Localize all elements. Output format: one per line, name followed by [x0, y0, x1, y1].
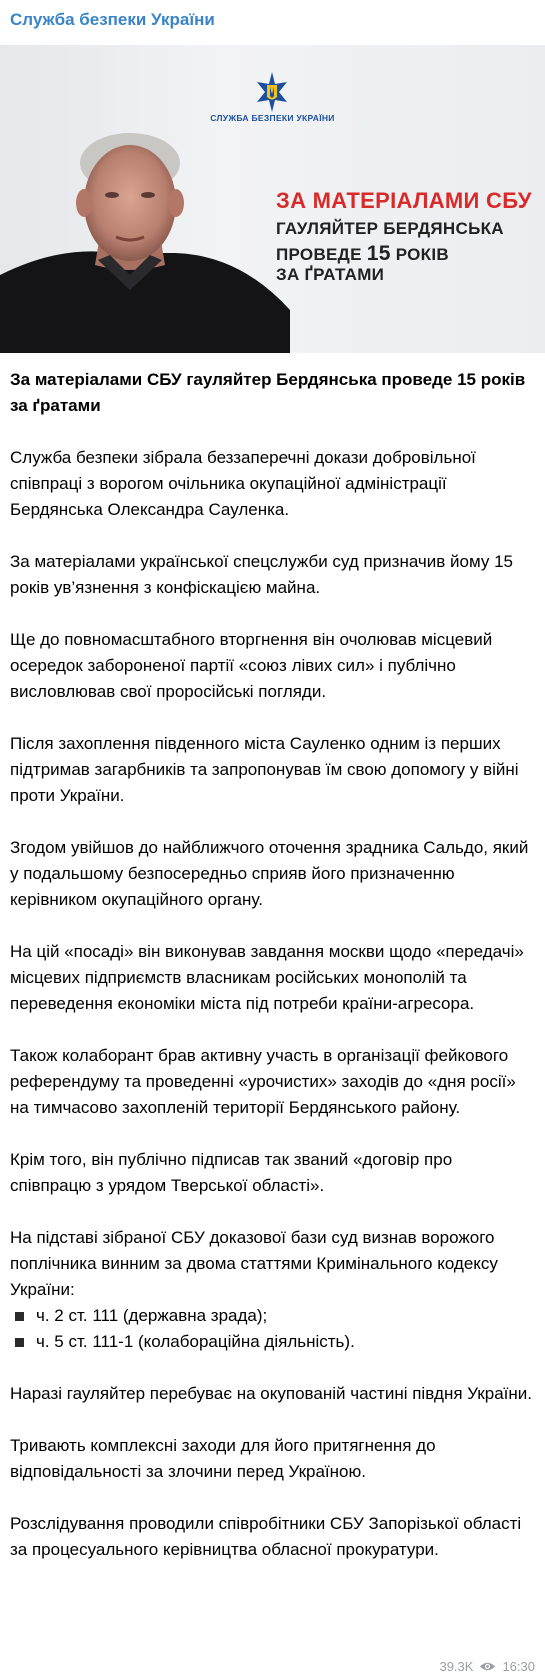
- bullet-square-icon: [15, 1312, 24, 1321]
- banner-headline-line3-pre: ПРОВЕДЕ: [276, 245, 367, 264]
- banner-headline-red: ЗА МАТЕРІАЛАМИ СБУ: [276, 188, 532, 213]
- message-time: 16:30: [502, 1659, 535, 1672]
- post-title: За матеріалами СБУ гауляйтер Бердянська проведе 15 років за ґратами: [10, 370, 526, 415]
- banner-headline-line3-post: РОКІВ: [390, 245, 449, 264]
- bullet-square-icon: [15, 1338, 24, 1347]
- paragraph: Після захоплення південного міста Сауленко одним із перших підтримав загарбників та запропонував їм свою допомогу у війні проти України.: [10, 734, 519, 805]
- paragraph: На цій «посаді» він виконував завдання москви щодо «передачі» місцевих підприємств власникам російських монополій та переведення економіки міста під потреби країни-агресора.: [10, 942, 524, 1013]
- banner-headline-line2: ГАУЛЯЙТЕР БЕРДЯНСЬКА: [276, 219, 504, 238]
- charges-list: [10, 1303, 537, 1355]
- emblem-label: СЛУЖБА БЕЗПЕКИ УКРАЇНИ: [210, 113, 335, 123]
- paragraph: Також колаборант брав активну участь в організації фейкового референдуму та проведенні «урочистих» заходів до «дня росії» на тимчасово захопленій території Бердянського району.: [10, 1046, 516, 1117]
- view-count: 39.3K: [439, 1659, 474, 1672]
- post-text: [10, 367, 537, 1589]
- paragraph: За матеріалами української спецслужби суд призначив йому 15 років ув’язнення з конфіскацією майна.: [10, 552, 513, 597]
- paragraph: Розслідування проводили співробітники СБУ Запорізької області за процесуального керівництва обласної прокуратури.: [10, 1514, 522, 1559]
- paragraph: Крім того, він публічно підписав так званий «договір про співпрацю з урядом Тверської області».: [10, 1150, 453, 1195]
- list-item: [10, 1329, 537, 1355]
- paragraph: Тривають комплексні заходи для його притягнення до відповідальності за злочини перед Україною.: [10, 1436, 436, 1481]
- banner-headline-number: 15: [366, 242, 391, 265]
- paragraph: Служба безпеки зібрала беззаперечні докази добровільної співпраці з ворогом очільника окупаційної адміністрації Бердянська Олександра Сауленка.: [10, 448, 476, 519]
- charges-intro: На підставі зібраної СБУ доказової бази суд визнав ворожого поплічника винним за двома статтями Кримінального кодексу України:: [10, 1228, 498, 1299]
- paragraph: Ще до повномасштабного вторгнення він очолював місцевий осередок забороненої партії «союз лівих сил» і публічно висловлював свої проросійські погляди.: [10, 630, 493, 701]
- person-photo: [0, 125, 290, 353]
- sbu-emblem-icon: [252, 70, 292, 114]
- eye-icon: [479, 1661, 496, 1672]
- paragraph: Згодом увійшов до найближчого оточення зрадника Сальдо, який у подальшому безпосередньо сприяв його призначенню керівником окупаційного органу.: [10, 838, 529, 909]
- banner-headline-line3: [276, 242, 449, 266]
- charge-text: ч. 2 ст. 111 (державна зрада);: [36, 1306, 268, 1325]
- channel-name[interactable]: Служба безпеки України: [10, 10, 215, 29]
- list-item: [10, 1303, 537, 1329]
- charge-text: ч. 5 ст. 111-1 (колабораційна діяльність).: [36, 1332, 355, 1351]
- banner-headline-line4: ЗА ҐРАТАМИ: [276, 265, 385, 284]
- post-image-banner[interactable]: [0, 45, 545, 353]
- paragraph: Наразі гауляйтер перебуває на окупованій частині півдня України.: [10, 1384, 532, 1403]
- message-meta: [439, 1659, 535, 1672]
